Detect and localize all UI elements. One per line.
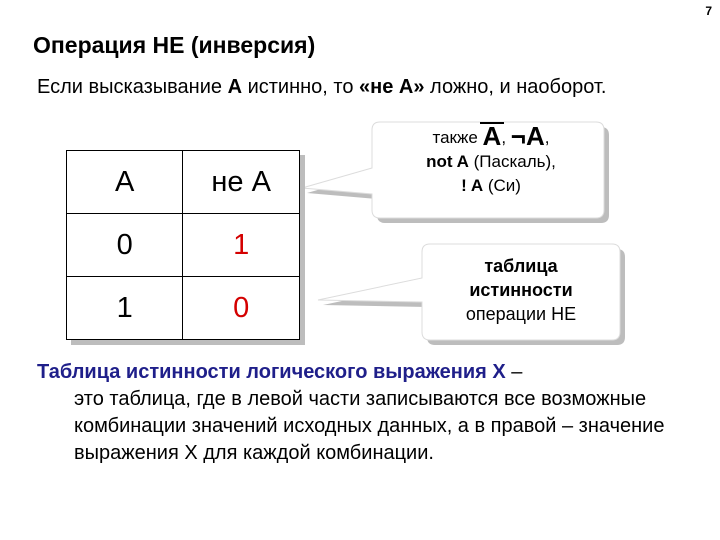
intro-var-a: A xyxy=(227,76,243,98)
page-number: 7 xyxy=(705,4,712,18)
callout-notations-line3 xyxy=(380,174,602,198)
callout-notations-line2 xyxy=(380,150,602,174)
c-notation: ! A xyxy=(461,176,484,195)
callout-notations xyxy=(380,121,602,198)
callout-notations-line1 xyxy=(380,121,602,151)
callout-table-line1: таблица xyxy=(484,256,558,276)
title-sub: (инверсия) xyxy=(190,32,316,58)
definition-paragraph xyxy=(37,359,697,467)
cell-result: 0 xyxy=(183,277,300,340)
pascal-notation: not A xyxy=(426,152,469,171)
c-label: (Си) xyxy=(483,176,521,195)
cell-input: 1 xyxy=(67,277,183,340)
notation-suffix: , xyxy=(544,128,550,147)
notation-prefix: также xyxy=(432,128,483,147)
table-header-row xyxy=(67,151,300,214)
title-main: Операция НЕ xyxy=(33,32,185,58)
callout-table-label xyxy=(425,254,617,326)
intro-part2: истинно, то xyxy=(242,76,360,98)
intro-part3: ложно, и наоборот. xyxy=(424,76,607,98)
definition-term: Таблица истинности логического выражения Х xyxy=(37,361,506,383)
cell-result: 1 xyxy=(183,214,300,277)
callout-table-line2: истинности xyxy=(469,280,573,300)
neg-a-symbol: ¬A xyxy=(510,121,545,151)
pascal-label: (Паскаль), xyxy=(468,152,556,171)
definition-dash: – xyxy=(505,361,523,383)
callout-table-line3: операции НЕ xyxy=(465,304,577,324)
definition-text: это таблица, где в левой части записываются все возможные комбинации значений исходных данных, а в правой – значение выражения Х для каждой комбинации. xyxy=(74,388,665,464)
notation-separator: , xyxy=(501,128,507,147)
cell-input: 0 xyxy=(67,214,183,277)
intro-part1: Если высказывание xyxy=(37,76,228,98)
truth-table xyxy=(66,150,300,340)
header-cell-not-a: не A xyxy=(183,151,300,214)
header-cell-a: A xyxy=(67,151,183,214)
table-row xyxy=(67,277,300,340)
table-row xyxy=(67,214,300,277)
overbar-a-symbol: A xyxy=(482,121,502,151)
intro-expr: «не А» xyxy=(359,76,425,98)
